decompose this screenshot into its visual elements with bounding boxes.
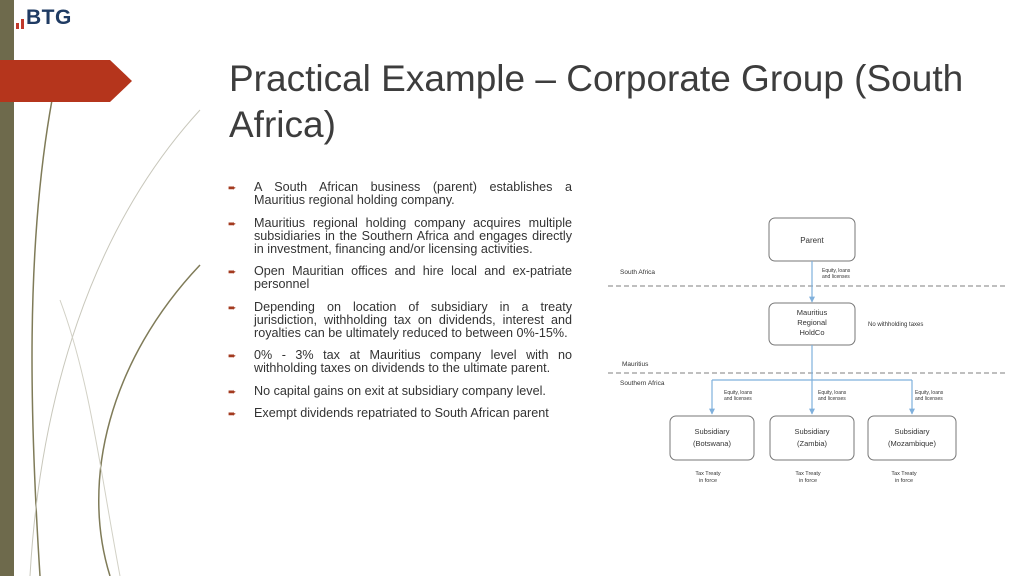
decorative-curve bbox=[99, 265, 200, 576]
subsidiary-mozambique-box bbox=[868, 416, 956, 460]
bullet-text: Mauritius regional holding company acquires multiple subsidiaries in the Southern Africa and engages directly in investment, financing and/or licensing activities. bbox=[254, 215, 572, 256]
bullet-text: No capital gains on exit at subsidiary company level. bbox=[254, 383, 546, 398]
bullet-item bbox=[228, 385, 572, 398]
tax-treaty-label: Tax Treaty bbox=[795, 471, 821, 477]
subsidiary-label: Subsidiary bbox=[694, 427, 730, 436]
flow-label: Equity, loans bbox=[724, 390, 753, 396]
accent-arrow-band bbox=[0, 60, 132, 102]
subsidiary-label: (Botswana) bbox=[693, 439, 731, 448]
bullet-arrow-icon: ➨ bbox=[228, 409, 237, 420]
bullet-item bbox=[228, 217, 572, 256]
decorative-left-banner bbox=[0, 0, 240, 576]
decorative-curve bbox=[60, 300, 120, 576]
bullet-arrow-icon: ➨ bbox=[228, 351, 237, 362]
bullet-arrow-icon: ➨ bbox=[228, 218, 237, 230]
tax-treaty-label: in force bbox=[894, 478, 914, 484]
tax-treaty-label: Tax Treaty bbox=[695, 471, 721, 477]
bullet-list bbox=[228, 181, 572, 430]
flow-label: and licenses bbox=[822, 274, 850, 280]
tax-treaty-label: in force bbox=[798, 478, 818, 484]
bullet-item bbox=[228, 349, 572, 375]
flow-label: Equity, loans bbox=[822, 268, 851, 274]
decorative-curve bbox=[30, 110, 200, 576]
subsidiary-label: Subsidiary bbox=[894, 427, 930, 436]
region-label-south-africa: South Africa bbox=[620, 269, 656, 276]
holdco-label: Regional bbox=[797, 318, 827, 327]
bullet-arrow-icon: ➨ bbox=[228, 386, 237, 398]
subsidiary-zambia-box bbox=[770, 416, 854, 460]
decorative-curve bbox=[32, 100, 52, 576]
flow-label: and licenses bbox=[724, 396, 752, 402]
bullet-arrow-icon: ➨ bbox=[228, 267, 237, 278]
bullet-text: 0% - 3% tax at Mauritius company level with no withholding taxes on dividends to the ultimate parent. bbox=[254, 348, 572, 375]
bullet-arrow-icon: ➨ bbox=[228, 302, 237, 314]
subsidiary-label: (Zambia) bbox=[796, 439, 828, 448]
bullet-text: A South African business (parent) establishes a Mauritius regional holding company. bbox=[254, 180, 572, 207]
subsidiary-label: Subsidiary bbox=[794, 427, 830, 436]
corporate-structure-diagram bbox=[600, 210, 1010, 510]
subsidiary-botswana-box bbox=[670, 416, 754, 460]
bullet-text: Exempt dividends repatriated to South African parent bbox=[254, 406, 549, 420]
region-label-mauritius: Mauritius bbox=[622, 361, 649, 368]
btg-logo bbox=[16, 7, 72, 29]
subsidiary-label: (Mozambique) bbox=[888, 439, 936, 448]
bullet-item bbox=[228, 181, 572, 207]
holdco-label: HoldCo bbox=[799, 328, 825, 337]
holdco-label: Mauritius bbox=[796, 308, 828, 317]
tax-treaty-label: Tax Treaty bbox=[891, 471, 917, 477]
parent-label: Parent bbox=[800, 236, 824, 245]
logo-text: BTG bbox=[26, 6, 72, 29]
bullet-item bbox=[228, 265, 572, 291]
bullet-text: Depending on location of subsidiary in a treaty jurisdiction, withholding tax on dividends, interest and royalties can be ultimately reduced to between 0%-15%. bbox=[254, 299, 572, 340]
tax-treaty-label: in force bbox=[698, 478, 718, 484]
bullet-text: Open Mauritian offices and hire local and ex-patriate personnel bbox=[254, 264, 572, 291]
page-title: Practical Example – Corporate Group (South Africa) bbox=[229, 58, 964, 145]
flow-label: and licenses bbox=[818, 396, 846, 402]
flow-label: Equity, loans bbox=[818, 390, 847, 396]
flow-label: and licenses bbox=[915, 396, 943, 402]
region-label-southern-africa: Southern Africa bbox=[620, 380, 665, 387]
flow-label: Equity, loans bbox=[915, 390, 944, 396]
bullet-arrow-icon: ➨ bbox=[228, 183, 237, 194]
bullet-item bbox=[228, 301, 572, 340]
no-withholding-label: No withholding taxes bbox=[868, 322, 924, 328]
logo-bars bbox=[16, 7, 24, 29]
bullet-item bbox=[228, 407, 572, 420]
